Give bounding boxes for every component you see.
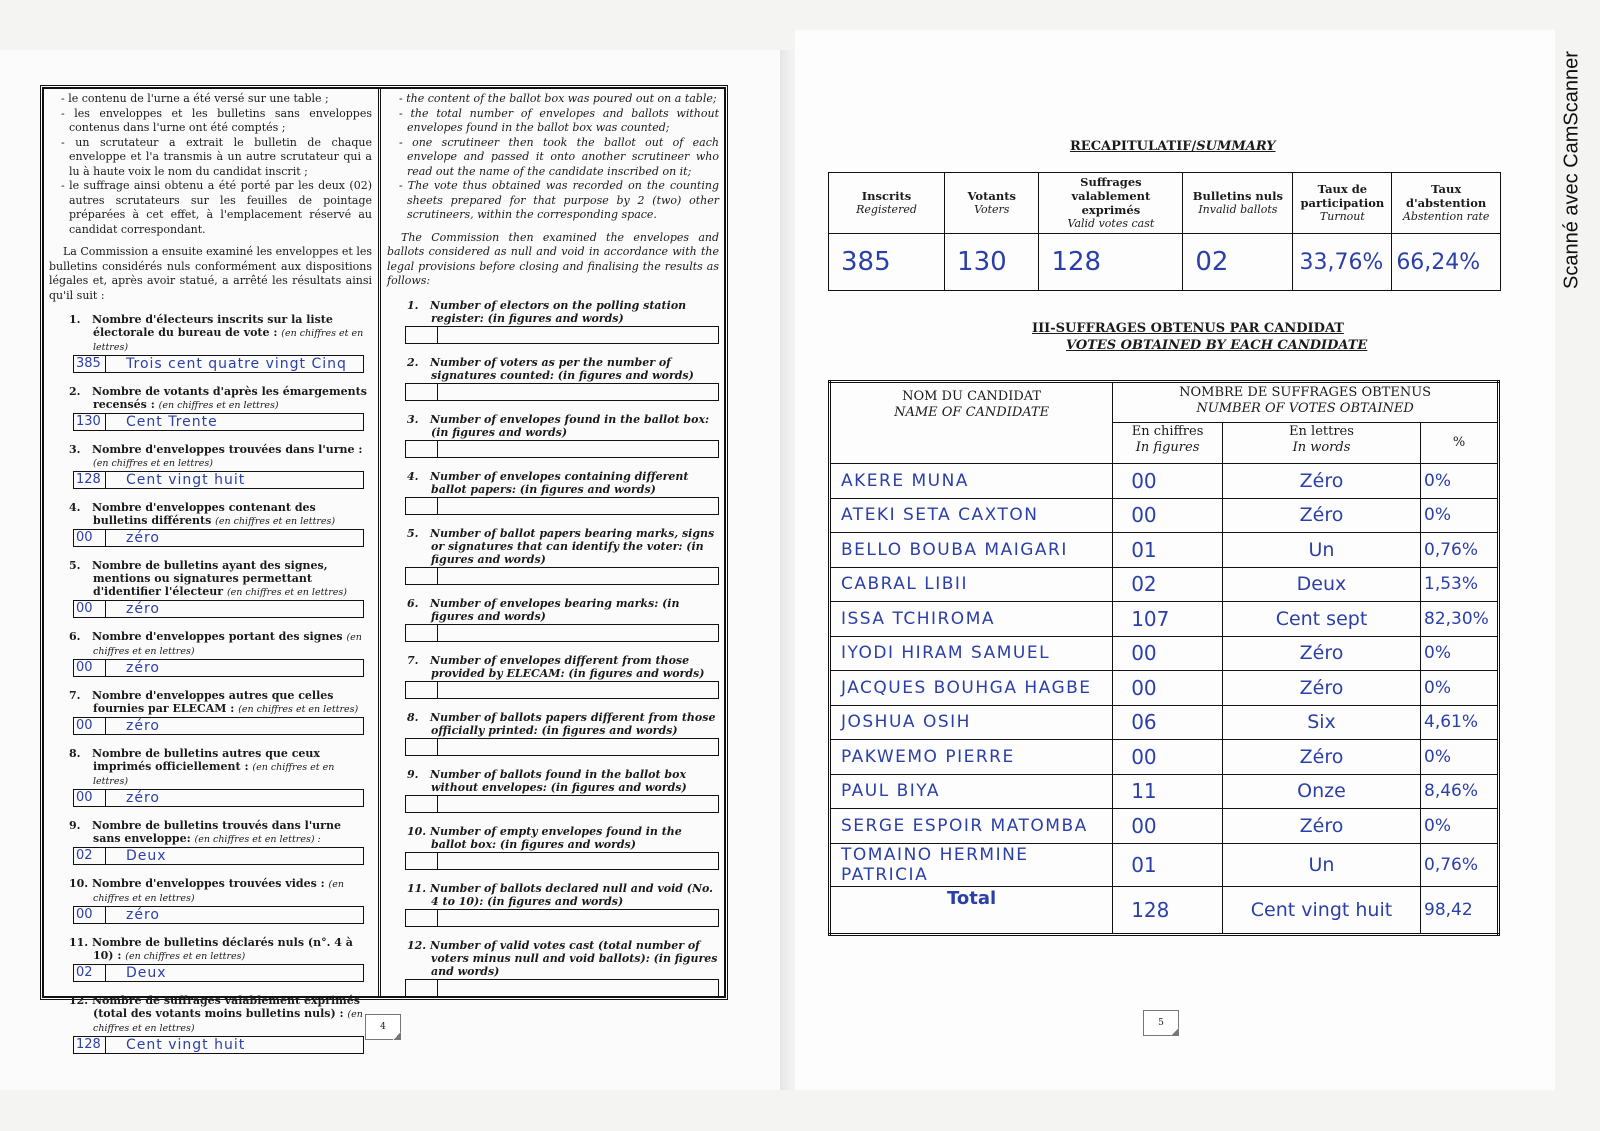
form-item-en-7: 7. Number of envelopes different from those provided by ELECAM: (in figures and words) (387, 654, 719, 699)
percent-header: % (1421, 423, 1499, 464)
form-item-5: 5. Nombre de bulletins ayant des signes, mentions ou signatures permettant d'identifier l'électeur (en chiffres et en lettres) 00 zéro (49, 559, 372, 618)
candidate-name: TOMAINO HERMINE PATRICIA (830, 843, 1113, 886)
form-item-3: 3. Nombre d'enveloppes trouvées dans l'urne : (en chiffres et en lettres) 128 Cent vingt huit (69, 443, 363, 488)
votes-percent[interactable]: 8,46% (1421, 774, 1499, 809)
candidate-name: AKERE MUNA (830, 464, 1113, 499)
figures-field[interactable] (406, 682, 438, 698)
votes-percent[interactable]: 0% (1421, 671, 1499, 706)
figures-field[interactable] (406, 625, 438, 641)
candidate-row (830, 671, 1499, 706)
figures-field[interactable] (406, 853, 438, 869)
answer-field[interactable] (405, 738, 719, 756)
votes-percent[interactable]: 1,53% (1421, 567, 1499, 602)
french-procedure-list (49, 92, 372, 237)
figures-field[interactable] (406, 910, 438, 926)
votes-words[interactable]: Cent sept (1222, 602, 1420, 637)
answer-field[interactable] (73, 355, 364, 373)
votes-percent[interactable]: 0% (1421, 464, 1499, 499)
votes-words[interactable]: Onze (1222, 774, 1420, 809)
votes-percent[interactable]: 0% (1421, 740, 1499, 775)
form-item-1: 1. Nombre d'électeurs inscrits sur la liste électorale du bureau de vote : (en chiffres et en lettres) 385 Trois cent quatre vingt Cinq (69, 313, 364, 372)
col-invalid-ballots: Bulletins nuls Invalid ballots (1183, 173, 1293, 234)
form-item-en-8: 8. Number of ballots papers different from those officially printed: (in figures and words) (387, 711, 719, 756)
votes-figures[interactable]: 02 (1113, 567, 1223, 602)
candidate-row (830, 567, 1499, 602)
candidate-row (830, 498, 1499, 533)
abstention-value[interactable]: 66,24% (1392, 234, 1501, 291)
words-field[interactable]: Cent Trente (126, 413, 218, 430)
answer-field[interactable] (73, 600, 364, 618)
figures-field[interactable] (406, 980, 438, 996)
form-item-2: 2. Nombre de votants d'après les émargements recensés : (en chiffres et en lettres) 130 Cent Trente (69, 385, 367, 430)
candidates-table (828, 380, 1500, 936)
candidate-name: JOSHUA OSIH (830, 705, 1113, 740)
figures-field[interactable]: 385 (74, 356, 106, 372)
votes-figures[interactable]: 01 (1113, 533, 1223, 568)
candidate-name: ATEKI SETA CAXTON (830, 498, 1113, 533)
votes-figures[interactable]: 00 (1113, 671, 1223, 706)
words-field[interactable]: zéro (126, 906, 160, 923)
total-figures[interactable]: 128 (1113, 886, 1223, 934)
candidate-name: PAUL BIYA (830, 774, 1113, 809)
section-title: III-SUFFRAGES OBTENUS PAR CANDIDAT VOTES OBTAINED BY EACH CANDIDATE (1032, 321, 1368, 353)
total-percent[interactable]: 98,42 (1421, 886, 1499, 934)
procedure-step: - le suffrage ainsi obtenu a été porté par les deux (02) autres scrutateurs sur les feuilles de pointage préparées à cet effet, à l'emplacement réservé au candidat correspondant. (61, 179, 372, 236)
camscanner-watermark: Scanné avec CamScanner (1560, 51, 1583, 289)
candidate-name: SERGE ESPOIR MATOMBA (830, 809, 1113, 844)
form-item-en-9: 9. Number of ballots found in the ballot box without envelopes: (in figures and words) (387, 768, 719, 813)
form-item-7: 7. Nombre d'enveloppes autres que celles fournies par ELECAM : (en chiffres et en lettres) 00 zéro (49, 689, 372, 735)
summary-values-row (829, 234, 1501, 291)
answer-field[interactable] (73, 1036, 364, 1054)
votes-figures[interactable]: 06 (1113, 705, 1223, 740)
votes-figures[interactable]: 11 (1113, 774, 1223, 809)
commission-paragraph: La Commission a ensuite examiné les enveloppes et les bulletins considérés nuls conformément aux dispositions légales et, après avoir statué, a arrêté les résultats ainsi qu'il suit : (49, 245, 372, 302)
words-field[interactable]: Trois cent quatre vingt Cinq (126, 355, 347, 372)
form-item-en-5: 5. Number of ballot papers bearing marks, signs or signatures that can identify the voter: (in figures and words) (387, 527, 719, 585)
col-valid-votes: Suffrages valablement exprimés Valid votes cast (1039, 173, 1183, 234)
minutes-form-frame (40, 85, 728, 1053)
answer-field[interactable] (405, 795, 719, 813)
words-field[interactable]: zéro (126, 529, 160, 546)
form-item-en-2: 2. Number of voters as per the number of signatures counted: (in figures and words) (387, 356, 719, 401)
answer-field[interactable] (405, 624, 719, 642)
english-procedure-list (387, 92, 719, 223)
candidate-name: PAKWEMO PIERRE (830, 740, 1113, 775)
figures-field[interactable] (406, 498, 438, 514)
votes-figures[interactable]: 00 (1113, 740, 1223, 775)
words-field[interactable]: Deux (126, 964, 167, 981)
votes-percent[interactable]: 0% (1421, 498, 1499, 533)
figures-field[interactable]: 00 (74, 660, 106, 676)
votes-figures[interactable]: 00 (1113, 498, 1223, 533)
form-item-en-10: 10. Number of empty envelopes found in the ballot box: (in figures and words) (387, 825, 719, 870)
form-item-en-1: 1. Number of electors on the polling station register: (in figures and words) (387, 299, 719, 344)
votes-words[interactable]: Zéro (1222, 464, 1420, 499)
col-turnout: Taux de participation Turnout (1293, 173, 1392, 234)
votes-figures[interactable]: 01 (1113, 843, 1223, 886)
english-column (381, 88, 725, 997)
figures-field[interactable] (406, 327, 438, 343)
candidate-row (830, 774, 1499, 809)
answer-field[interactable] (73, 847, 364, 865)
form-item-en-11: 11. Number of ballots declared null and void (No. 4 to 10): (in figures and words) (387, 882, 719, 927)
votes-percent[interactable]: 4,61% (1421, 705, 1499, 740)
words-header: En lettres In words (1222, 423, 1420, 464)
col-abstention: Taux d'abstention Abstention rate (1392, 173, 1501, 234)
votes-words[interactable]: Zéro (1222, 498, 1420, 533)
answer-field[interactable] (405, 497, 719, 515)
form-item-9: 9. Nombre de bulletins trouvés dans l'urne sans enveloppe: (en chiffres et en lettres) : 02 Deux (49, 819, 372, 865)
candidate-name: ISSA TCHIROMA (830, 602, 1113, 637)
answer-field[interactable] (73, 964, 364, 982)
turnout-value[interactable]: 33,76% (1293, 234, 1392, 291)
words-field[interactable]: zéro (126, 659, 160, 676)
procedure-step: - un scrutateur a extrait le bulletin de chaque enveloppe et l'a transmis à un autre scrutateur qui a lu à haute voix le nom du candidat inscrit ; (61, 135, 372, 178)
answer-field[interactable] (405, 909, 719, 927)
votes-header: NOMBRE DE SUFFRAGES OBTENUS NUMBER OF VOTES OBTAINED (1113, 382, 1499, 423)
candidate-row (830, 705, 1499, 740)
answer-field[interactable] (73, 906, 364, 924)
answer-field[interactable] (405, 979, 719, 997)
candidate-row (830, 464, 1499, 499)
figures-field[interactable] (406, 384, 438, 400)
candidate-row (830, 602, 1499, 637)
candidate-row (830, 533, 1499, 568)
answer-field[interactable] (73, 471, 364, 489)
figures-field[interactable]: 130 (74, 414, 106, 430)
words-field[interactable]: Cent vingt huit (126, 471, 246, 488)
figures-field[interactable]: 128 (74, 472, 106, 488)
procedure-step: - the content of the ballot box was poured out on a table; (399, 92, 717, 105)
answer-field[interactable] (73, 529, 364, 547)
procedure-step: - The vote thus obtained was recorded on the counting sheets prepared for that purpose by 2 (two) other scrutineers, within the corresponding space. (399, 179, 719, 221)
candidate-name: CABRAL LIBII (830, 567, 1113, 602)
total-label: Total (830, 886, 1113, 934)
figures-field[interactable] (406, 441, 438, 457)
figures-header: En chiffres In figures (1113, 423, 1223, 464)
answer-field[interactable] (73, 717, 364, 735)
votes-words[interactable]: Zéro (1222, 636, 1420, 671)
procedure-step: - one scrutineer then took the ballot out of each envelope and passed it onto another scrutineer who read out the name of the candidate inscribed on it; (399, 135, 719, 178)
page-number-left: 4 (365, 1014, 401, 1040)
votes-percent[interactable]: 82,30% (1421, 602, 1499, 637)
votes-figures[interactable]: 00 (1113, 809, 1223, 844)
votes-words[interactable]: Zéro (1222, 671, 1420, 706)
form-item-en-12: 12. Number of valid votes cast (total number of voters minus null and void ballots): (in figures and words) (387, 939, 719, 997)
header-row-1 (830, 382, 1499, 423)
form-item-en-4: 4. Number of envelopes containing different ballot papers: (in figures and words) (387, 470, 719, 515)
votes-figures[interactable]: 00 (1113, 636, 1223, 671)
total-words[interactable]: Cent vingt huit (1222, 886, 1420, 934)
form-item-en-6: 6. Number of envelopes bearing marks: (in figures and words) (387, 597, 719, 642)
page-number-right: 5 (1143, 1010, 1179, 1036)
words-field[interactable]: zéro (126, 600, 160, 617)
figures-field[interactable] (406, 796, 438, 812)
figures-field[interactable]: 00 (74, 718, 106, 734)
votes-figures[interactable]: 107 (1113, 602, 1223, 637)
answer-field[interactable] (405, 440, 719, 458)
candidate-row (830, 740, 1499, 775)
votes-words[interactable]: Six (1222, 705, 1420, 740)
answer-field[interactable] (405, 383, 719, 401)
figures-field[interactable]: 02 (74, 848, 106, 864)
candidate-name-header: NOM DU CANDIDAT NAME OF CANDIDATE (830, 382, 1113, 464)
summary-table (828, 172, 1501, 291)
answer-field[interactable] (73, 659, 364, 677)
figures-field[interactable]: 00 (74, 907, 106, 923)
figures-field[interactable] (406, 568, 438, 584)
answer-field[interactable] (405, 681, 719, 699)
votes-figures[interactable]: 00 (1113, 464, 1223, 499)
votes-words[interactable]: Zéro (1222, 740, 1420, 775)
candidate-row (830, 843, 1499, 886)
valid-votes-value[interactable]: 128 (1039, 234, 1183, 291)
votes-percent[interactable]: 0,76% (1421, 533, 1499, 568)
votes-words[interactable]: Un (1222, 843, 1420, 886)
registered-value[interactable]: 385 (829, 234, 945, 291)
figures-field[interactable]: 02 (74, 965, 106, 981)
voters-value[interactable]: 130 (945, 234, 1039, 291)
votes-words[interactable]: Deux (1222, 567, 1420, 602)
form-item-10: 10. Nombre d'enveloppes trouvées vides : (en chiffres et en lettres) 00 zéro (49, 877, 372, 924)
answer-field[interactable] (405, 567, 719, 585)
words-field[interactable]: zéro (126, 789, 160, 806)
form-item-4: 4. Nombre d'enveloppes contenant des bulletins différents (en chiffres et en lettres) 00 zéro (49, 501, 372, 547)
form-item-12: 12. Nombre de suffrages valablement exprimés (total des votants moins bulletins nuls) : (en chiffres et en lettres) 128 Cent vingt huit (69, 994, 363, 1053)
votes-words[interactable]: Zéro (1222, 809, 1420, 844)
total-row (830, 886, 1499, 934)
votes-percent[interactable]: 0% (1421, 809, 1499, 844)
words-field[interactable]: Deux (126, 847, 167, 864)
candidate-name: JACQUES BOUHGA HAGBE (830, 671, 1113, 706)
summary-header-row (829, 173, 1501, 234)
votes-words[interactable]: Un (1222, 533, 1420, 568)
form-item-6: 6. Nombre d'enveloppes portant des signes (en chiffres et en lettres) 00 zéro (49, 630, 372, 677)
commission-paragraph-en: The Commission then examined the envelopes and ballots considered as null and void in accordance with the legal provisions before closing and finalising the results as follows: (387, 230, 719, 287)
col-voters: Votants Voters (945, 173, 1039, 234)
answer-field[interactable] (405, 852, 719, 870)
answer-field[interactable] (405, 326, 719, 344)
words-field[interactable]: zéro (126, 717, 160, 734)
words-field[interactable]: Cent vingt huit (126, 1036, 246, 1053)
figures-field[interactable]: 128 (74, 1037, 106, 1053)
answer-field[interactable] (73, 789, 364, 807)
col-registered: Inscrits Registered (829, 173, 945, 234)
figures-field[interactable]: 00 (74, 790, 106, 806)
figures-field[interactable]: 00 (74, 530, 106, 546)
procedure-step: - le contenu de l'urne a été versé sur une table ; (61, 92, 329, 105)
procedure-step: - les enveloppes et les bulletins sans enveloppes contenus dans l'urne ont été comptés ; (61, 106, 372, 134)
figures-field[interactable]: 00 (74, 601, 106, 617)
candidate-name: IYODI HIRAM SAMUEL (830, 636, 1113, 671)
french-column (43, 88, 381, 1053)
figures-field[interactable] (406, 739, 438, 755)
procedure-step: - the total number of envelopes and ballots without envelopes found in the ballot box was counted; (399, 106, 719, 134)
votes-percent[interactable]: 0% (1421, 636, 1499, 671)
candidate-row (830, 809, 1499, 844)
answer-field[interactable] (73, 413, 364, 431)
form-item-en-3: 3. Number of envelopes found in the ballot box: (in figures and words) (387, 413, 719, 458)
candidate-row (830, 636, 1499, 671)
form-item-8: 8. Nombre de bulletins autres que ceux imprimés officiellement : (en chiffres et en lettres) 00 zéro (49, 747, 372, 807)
candidate-name: BELLO BOUBA MAIGARI (830, 533, 1113, 568)
votes-percent[interactable]: 0,76% (1421, 843, 1499, 886)
form-item-11: 11. Nombre de bulletins déclarés nuls (n°. 4 à 10) : (en chiffres et en lettres) 02 Deux (49, 936, 372, 982)
invalid-ballots-value[interactable]: 02 (1183, 234, 1293, 291)
summary-title: RECAPITULATIF/SUMMARY (1070, 139, 1276, 154)
